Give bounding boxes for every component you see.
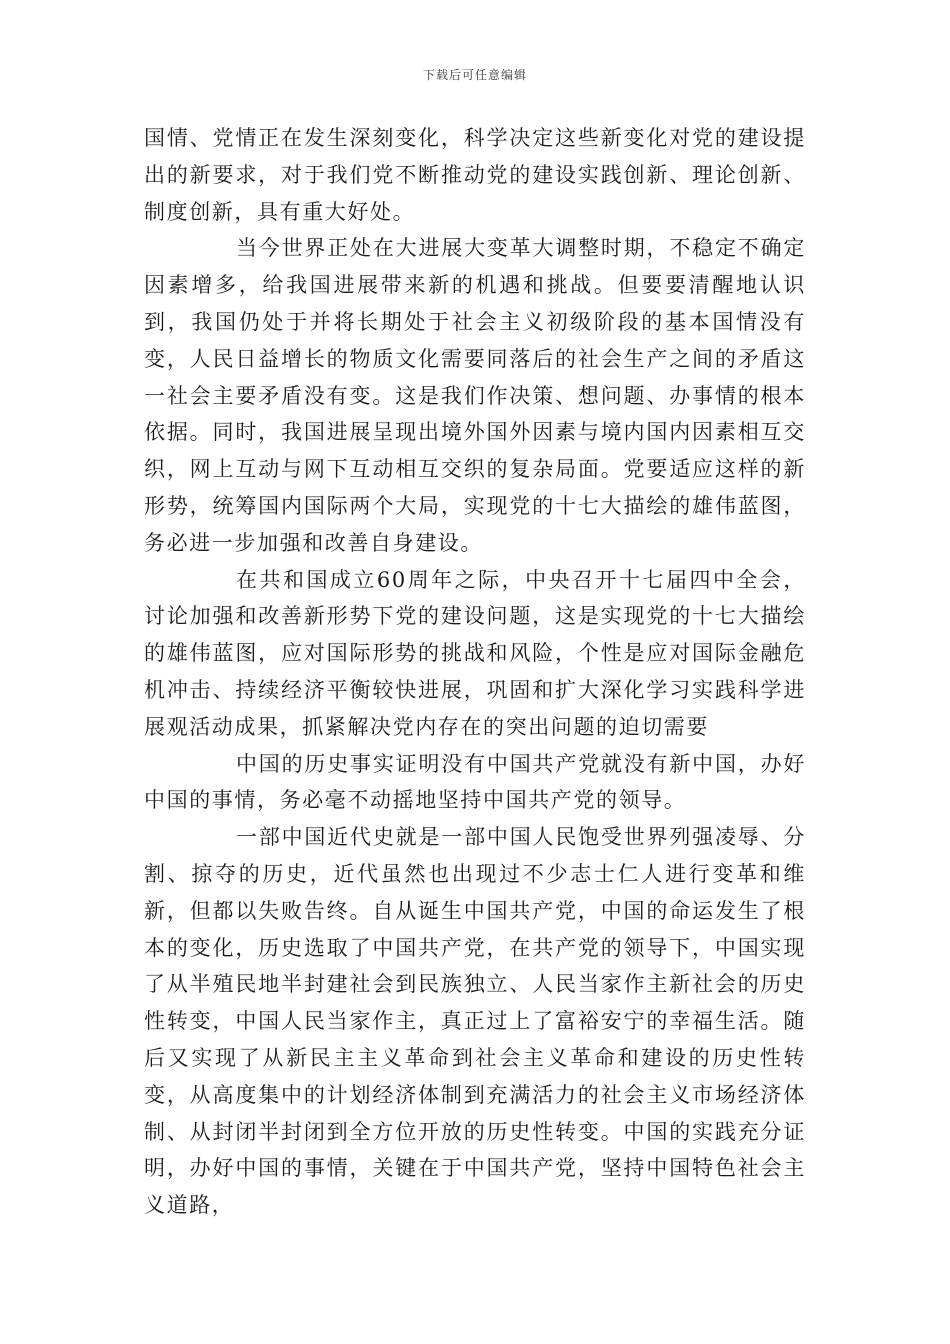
paragraph-3: 在共和国成立60周年之际，中央召开十七届四中全会，讨论加强和改善新形势下党的建设问题，这是实现党的十七大描绘的雄伟蓝图，应对国际形势的挑战和风险，个性是应对国际金融危机冲击、持续经济平衡较快进展，巩固和扩大深化学习实践科学进展观活动成果，抓紧解决党内存在的突出问题的迫切需要 bbox=[144, 567, 806, 739]
paragraph-4: 中国的历史事实证明没有中国共产党就没有新中国，办好中国的事情，务必毫不动摇地坚持中国共产党的领导。 bbox=[144, 751, 806, 813]
paragraph-2: 当今世界正处在大进展大变革大调整时期，不稳定不确定因素增多，给我国进展带来新的机遇和挑战。但要要清醒地认识到，我国仍处于并将长期处于社会主义初级阶段的基本国情没有变，人民日益增长的物质文化需要同落后的社会生产之间的矛盾这一社会主要矛盾没有变。这是我们作决策、想问题、办事情的根本依据。同时，我国进展呈现出境外国外因素与境内国内因素相互交织，网上互动与网下互动相互交织的复杂局面。党要适应这样的新形势，统筹国内国际两个大局，实现党的十七大描绘的雄伟蓝图，务必进一步加强和改善自身建设。 bbox=[144, 236, 806, 555]
paragraph-5: 一部中国近代史就是一部中国人民饱受世界列强凌辱、分割、掠夺的历史，近代虽然也出现过不少志士仁人进行变革和维新，但都以失败告终。自从诞生中国共产党，中国的命运发生了根本的变化，历史选取了中国共产党，在共产党的领导下，中国实现了从半殖民地半封建社会到民族独立、人民当家作主新社会的历史性转变，中国人民当家作主，真正过上了富裕安宁的幸福生活。随后又实现了从新民主主义革命到社会主义革命和建设的历史性转变，从高度集中的计划经济体制到充满活力的社会主义市场经济体制、从封闭半封闭到全方位开放的历史性转变。中国的实践充分证明，办好中国的事情，关键在于中国共产党，坚持中国特色社会主义道路， bbox=[144, 825, 806, 1218]
page-header: 下载后可任意编辑 bbox=[422, 68, 527, 82]
paragraph-1: 国情、党情正在发生深刻变化，科学决定这些新变化对党的建设提出的新要求，对于我们党不断推动党的建设实践创新、理论创新、制度创新，具有重大好处。 bbox=[144, 126, 806, 224]
document-body bbox=[144, 120, 806, 1224]
